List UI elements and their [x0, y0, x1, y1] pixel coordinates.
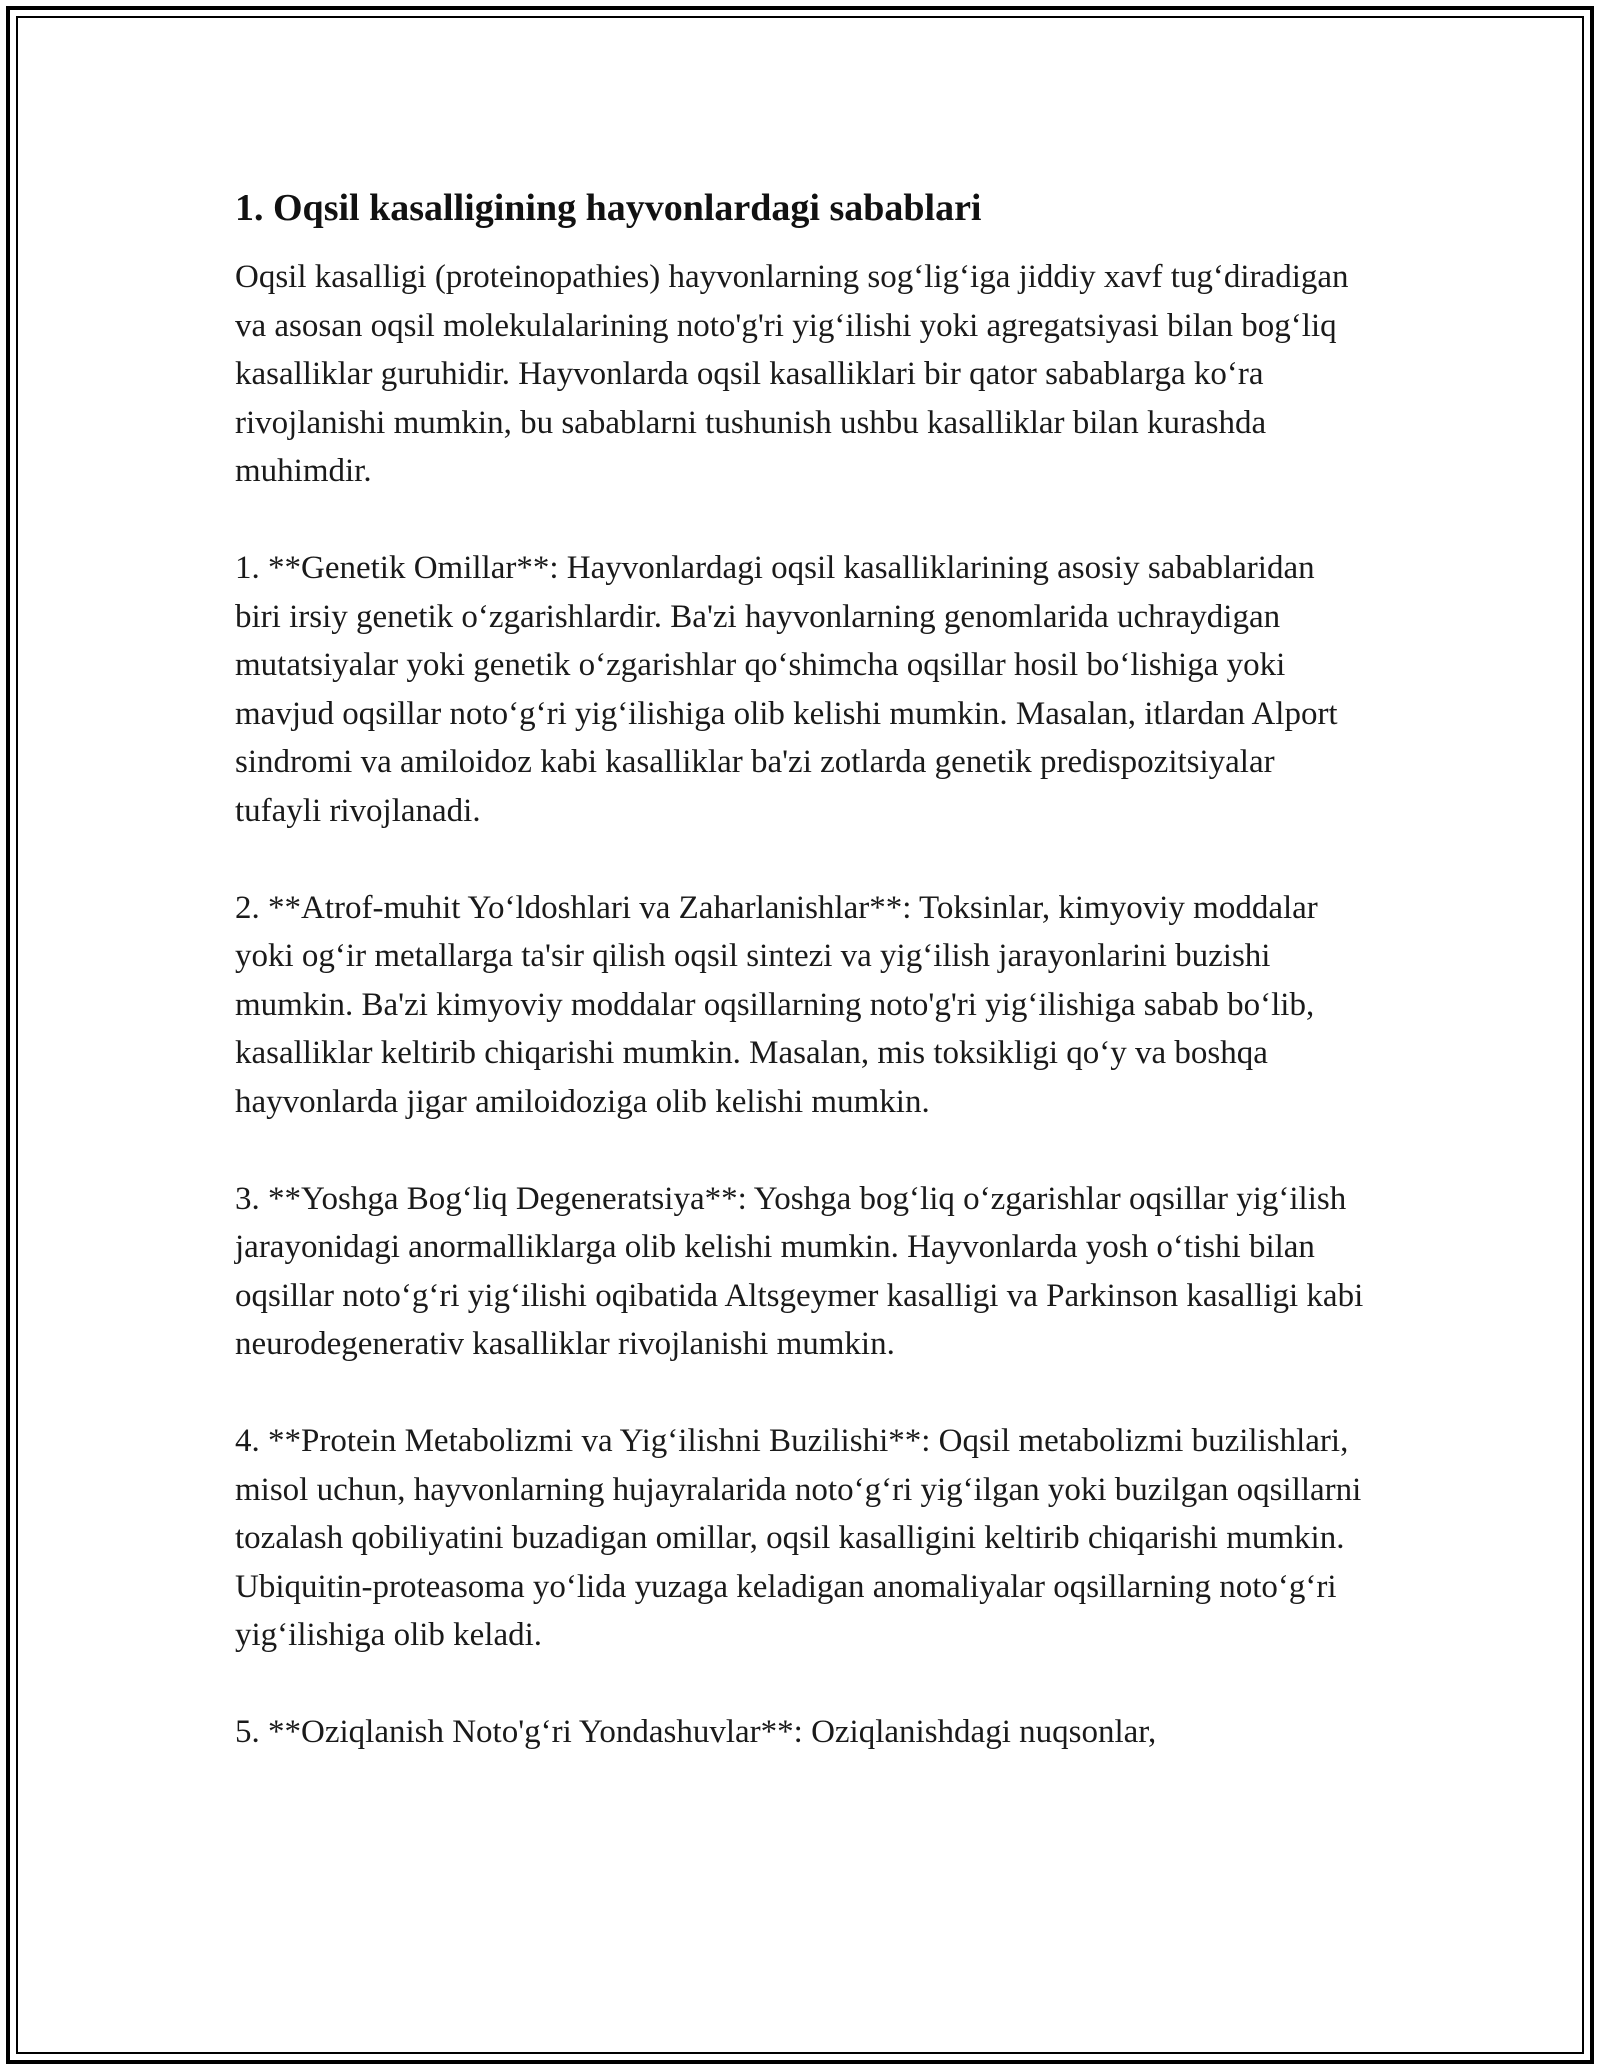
- document-body: [235, 185, 1365, 1805]
- paragraph-environment-toxins: 2. **Atrof-muhit Yo‘ldoshlari va Zaharlanishlar**: Toksinlar, kimyoviy moddalar yoki og‘ir metallarga ta'sir qilish oqsil sintezi va yig‘ilish jarayonlarini buzishi mumkin. Ba'zi kimyoviy moddalar oqsillarning noto'g'ri yig‘ilishiga sabab bo‘lib, kasalliklar keltirib chiqarishi mumkin. Masalan, mis toksikligi qo‘y va boshqa hayvonlarda jigar amiloidoziga olib kelishi mumkin.: [235, 889, 1318, 1120]
- paragraph-nutrition: 5. **Oziqlanish Noto'g‘ri Yondashuvlar**: Oziqlanishdagi nuqsonlar,: [235, 1714, 1157, 1750]
- document-title: 1. Oqsil kasalligining hayvonlardagi sabablari: [235, 187, 982, 229]
- paragraph-genetic-factors: 1. **Genetik Omillar**: Hayvonlardagi oqsil kasalliklarining asosiy sabablaridan biri irsiy genetik o‘zgarishlardir. Ba'zi hayvonlarning genomlarida uchraydigan mutatsiyalar yoki genetik o‘zgarishlar qo‘shimcha oqsillar hosil bo‘lishiga yoki mavjud oqsillar noto‘g‘ri yig‘ilishiga olib kelishi mumkin. Masalan, itlardan Alport sindromi va amiloidoz kabi kasalliklar ba'zi zotlarda genetik predispozitsiyalar tufayli rivojlanadi.: [235, 550, 1338, 829]
- paragraph-age-degeneration: 3. **Yoshga Bog‘liq Degeneratsiya**: Yoshga bog‘liq o‘zgarishlar oqsillar yig‘ilish jarayonidagi anormalliklarga olib kelishi mumkin. Hayvonlarda yosh o‘tishi bilan oqsillar noto‘g‘ri yig‘ilishi oqibatida Altsgeymer kasalligi va Parkinson kasalligi kabi neurodegenerativ kasalliklar rivojlanishi mumkin.: [235, 1180, 1364, 1362]
- paragraph-protein-metabolism: 4. **Protein Metabolizmi va Yig‘ilishni Buzilishi**: Oqsil metabolizmi buzilishlari, misol uchun, hayvonlarning hujayralarida noto‘g‘ri yig‘ilgan yoki buzilgan oqsillarni tozalash qobiliyatini buzadigan omillar, oqsil kasalligini keltirib chiqarishi mumkin. Ubiquitin-proteasoma yo‘lida yuzaga keladigan anomaliyalar oqsillarning noto‘g‘ri yig‘ilishiga olib keladi.: [235, 1423, 1362, 1653]
- intro-paragraph: Oqsil kasalligi (proteinopathies) hayvonlarning sog‘lig‘iga jiddiy xavf tug‘diradigan va asosan oqsil molekulalarining noto'g'ri yig‘ilishi yoki agregatsiyasi bilan bog‘liq kasalliklar guruhidir. Hayvonlarda oqsil kasalliklari bir qator sabablarga ko‘ra rivojlanishi mumkin, bu sabablarni tushunish ushbu kasalliklar bilan kurashda muhimdir.: [235, 259, 1349, 489]
